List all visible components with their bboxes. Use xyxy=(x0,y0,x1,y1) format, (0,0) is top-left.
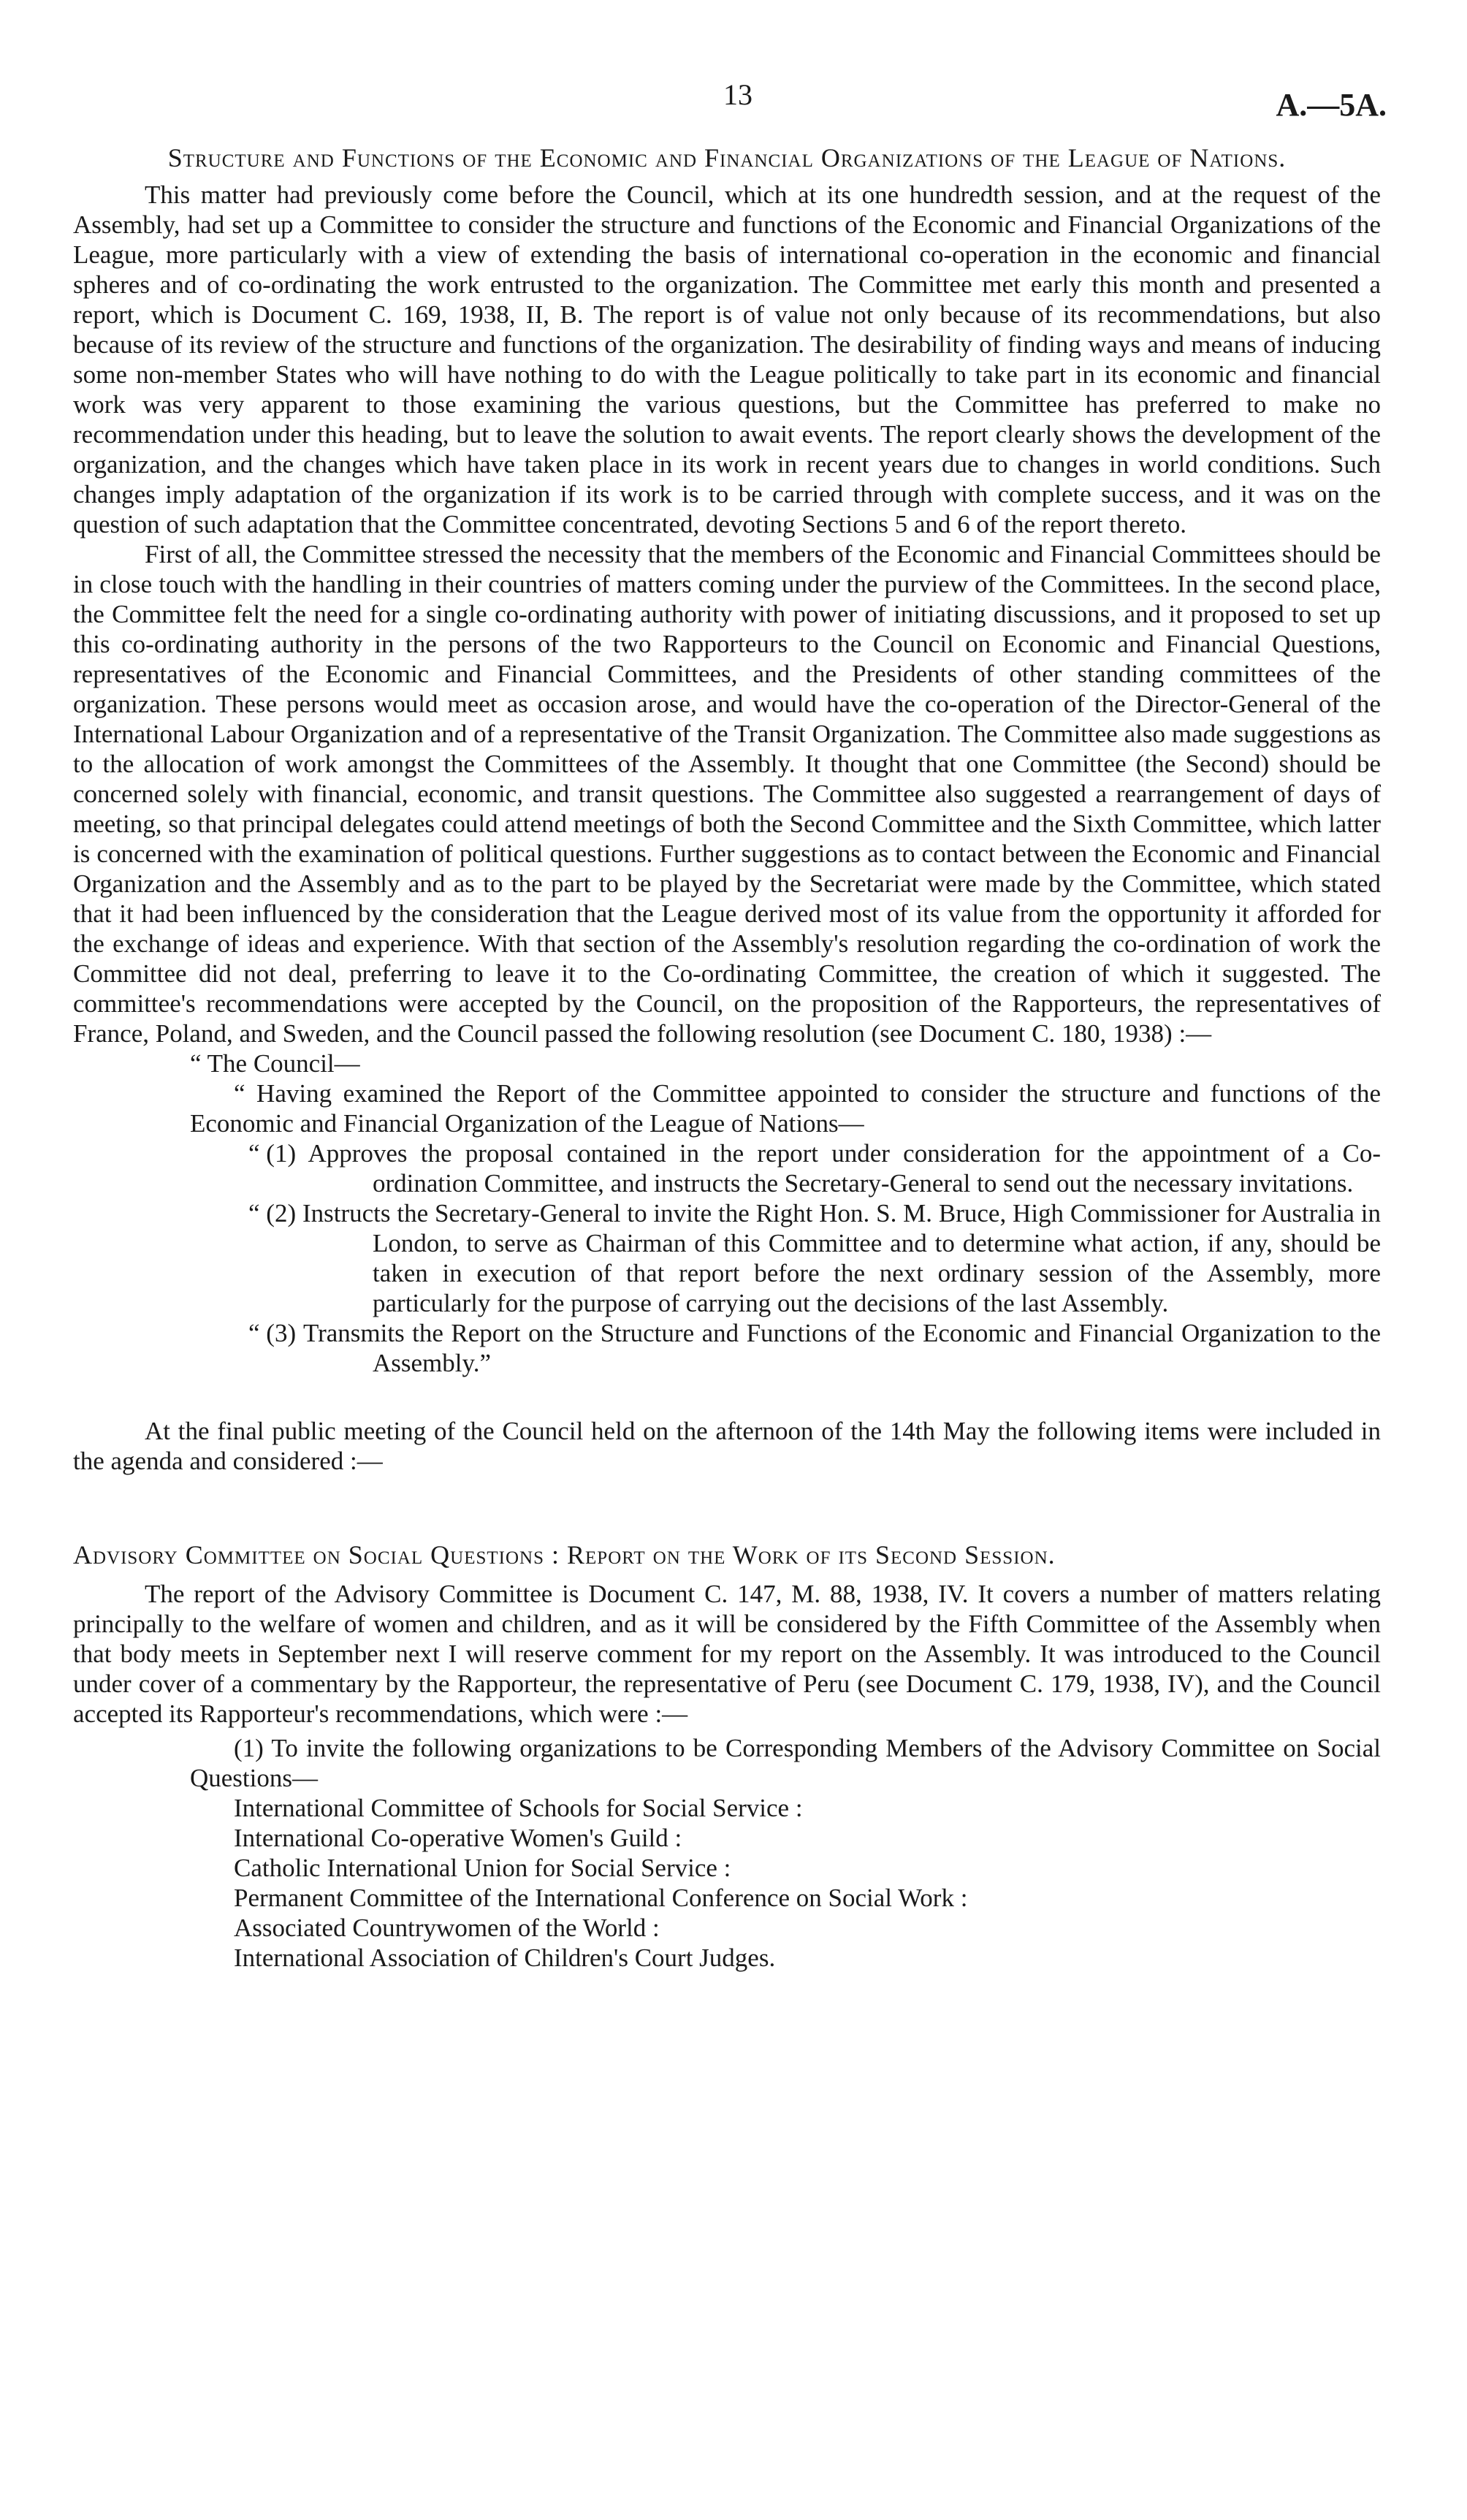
list-item: Permanent Committee of the International Conference on Social Work : xyxy=(234,1884,968,1912)
paragraph-advisory-report: The report of the Advisory Committee is Document C. 147, M. 88, 1938, IV. It covers a number of matters relating principally to the welfare of women and children, and as it will be considered by the Fifth Committee of the Assembly when that body meets in September next I will reserve comment for my report on the Assembly. It was introduced to the Council under cover of a commentary by the Rapporteur, the representative of Peru (see Document C. 179, 1938, IV), and the Council accepted its Rapporteur's recommendations, which were :— xyxy=(73,1580,1381,1728)
paragraph-structure-intro: This matter had previously come before the Council, which at its one hundredth session, and at the request of the Assembly, had set up a Committee to consider the structure and functions of the Economic and Financial Organizations of the League, more particularly with a view of extending the basis of international co-operation in the economic and financial spheres and of co-ordinating the work entrusted to the organization. The Committee met early this month and presented a report, which is Document C. 169, 1938, II, B. The report is of value not only because of its recommendations, but also because of its review of the structure and functions of the organization. The desirability of finding ways and means of inducing some non-member States who will have nothing to do with the League politically to take part in its economic and financial work was very apparent to those examining the various questions, but the Committee has preferred to make no recommendation under this heading, but to leave the solution to await events. The report clearly shows the development of the organization, and the changes which have taken place in its work in recent years due to changes in world conditions. Such changes imply adaptation of the organization if its work is to be carried through with complete success, and it was on the question of such adaptation that the Committee concentrated, devoting Sections 5 and 6 of the report thereto. xyxy=(73,180,1381,538)
list-item: International Association of Children's Court Judges. xyxy=(234,1944,776,1972)
paragraph-committee-suggestions: First of all, the Committee stressed the necessity that the members of the Economic and Financial Committees should be in close touch with the handling in their countries of matters coming under the purview of the Committees. In the second place, the Committee felt the need for a single co-ordinating authority with power of initiating discussions, and it proposed to set up this co-ordinating authority in the persons of the two Rapporteurs to the Council on Economic and Financial Questions, representatives of the Economic and Financial Committees, and the Presidents of other standing committees of the organization. These persons would meet as occasion arose, and would have the co-operation of the Director-General of the International Labour Organization and of a representative of the Transit Organization. The Committee also made suggestions as to the allocation of work amongst the Committees of the Assembly. It thought that one Committee (the Second) should be concerned solely with financial, economic, and transit questions. The Committee also suggested a rearrangement of days of meeting, so that principal delegates could attend meetings of both the Second Committee and the Sixth Committee, which latter is concerned with the examination of political questions. Further suggestions as to contact between the Economic and Financial Organization and the Assembly and as to the part to be played by the Secretariat were made by the Committee, which stated that it had been influenced by the consideration that the League derived most of its value from the opportunity it afforded for the exchange of ideas and experience. With that section of the Assembly's resolution regarding the co-ordination of work the Committee did not deal, preferring to leave it to the Co-ordinating Committee, the creation of which it suggested. The committee's recommendations were accepted by the Council, on the proposition of the Rapporteurs, the representatives of France, Poland, and Sweden, and the Council passed the following resolution (see Document C. 180, 1938) :— xyxy=(73,540,1381,1048)
resolution-intro: “ Having examined the Report of the Committee appointed to consider the structure and functions of the Economic and Financial Organization of the League of Nations— xyxy=(190,1079,1381,1138)
resolution-item-text: Approves the proposal contained in the report under consideration for the appointment of a Co-ordination Committee, and instructs the Secretary-General to send out the necessary invitations. xyxy=(308,1139,1381,1198)
resolution-item-3 xyxy=(248,1318,1381,1378)
paragraph-final-meeting: At the final public meeting of the Council held on the afternoon of the 14th May the following items were included in the agenda and considered :— xyxy=(73,1417,1381,1475)
resolution-item-1 xyxy=(248,1138,1381,1198)
section-heading-economic-financial: Structure and Functions of the Economic and Financial Organizations of the League of Nations. xyxy=(167,143,1287,172)
organization-list xyxy=(73,1793,1381,1973)
resolution-item-2 xyxy=(248,1198,1381,1318)
resolution-item-text: Instructs the Secretary-General to invite the Right Hon. S. M. Bruce, High Commissioner for Australia in London, to serve as Chairman of this Committee and to determine what action, if any, should be taken in execution of that report before the next ordinary session of the Assembly, more particularly for the purpose of carrying out the decisions of the last Assembly. xyxy=(302,1199,1381,1317)
list-item: International Co-operative Women's Guild : xyxy=(234,1824,682,1852)
list-item: Catholic International Union for Social Service : xyxy=(234,1854,731,1882)
document-body xyxy=(73,143,1381,1973)
list-item: International Committee of Schools for Social Service : xyxy=(234,1794,803,1822)
resolution-item-number: “ (3) xyxy=(248,1319,297,1347)
council-label: “ The Council— xyxy=(190,1049,360,1078)
page-number: 13 xyxy=(723,78,752,111)
resolution-item-number: “ (2) xyxy=(248,1199,297,1227)
section-heading-advisory-committee: Advisory Committee on Social Questions : Report on the Work of its Second Session. xyxy=(73,1540,1056,1569)
document-reference: A.—5A. xyxy=(1276,87,1387,123)
resolution-item-number: “ (1) xyxy=(248,1139,297,1168)
list-item: Associated Countrywomen of the World : xyxy=(234,1914,660,1942)
recommendation-intro: (1) To invite the following organizations to be Corresponding Members of the Advisory Committee on Social Questions— xyxy=(190,1734,1381,1792)
resolution-item-text: Transmits the Report on the Structure and Functions of the Economic and Financial Organization to the Assembly.” xyxy=(302,1319,1381,1377)
